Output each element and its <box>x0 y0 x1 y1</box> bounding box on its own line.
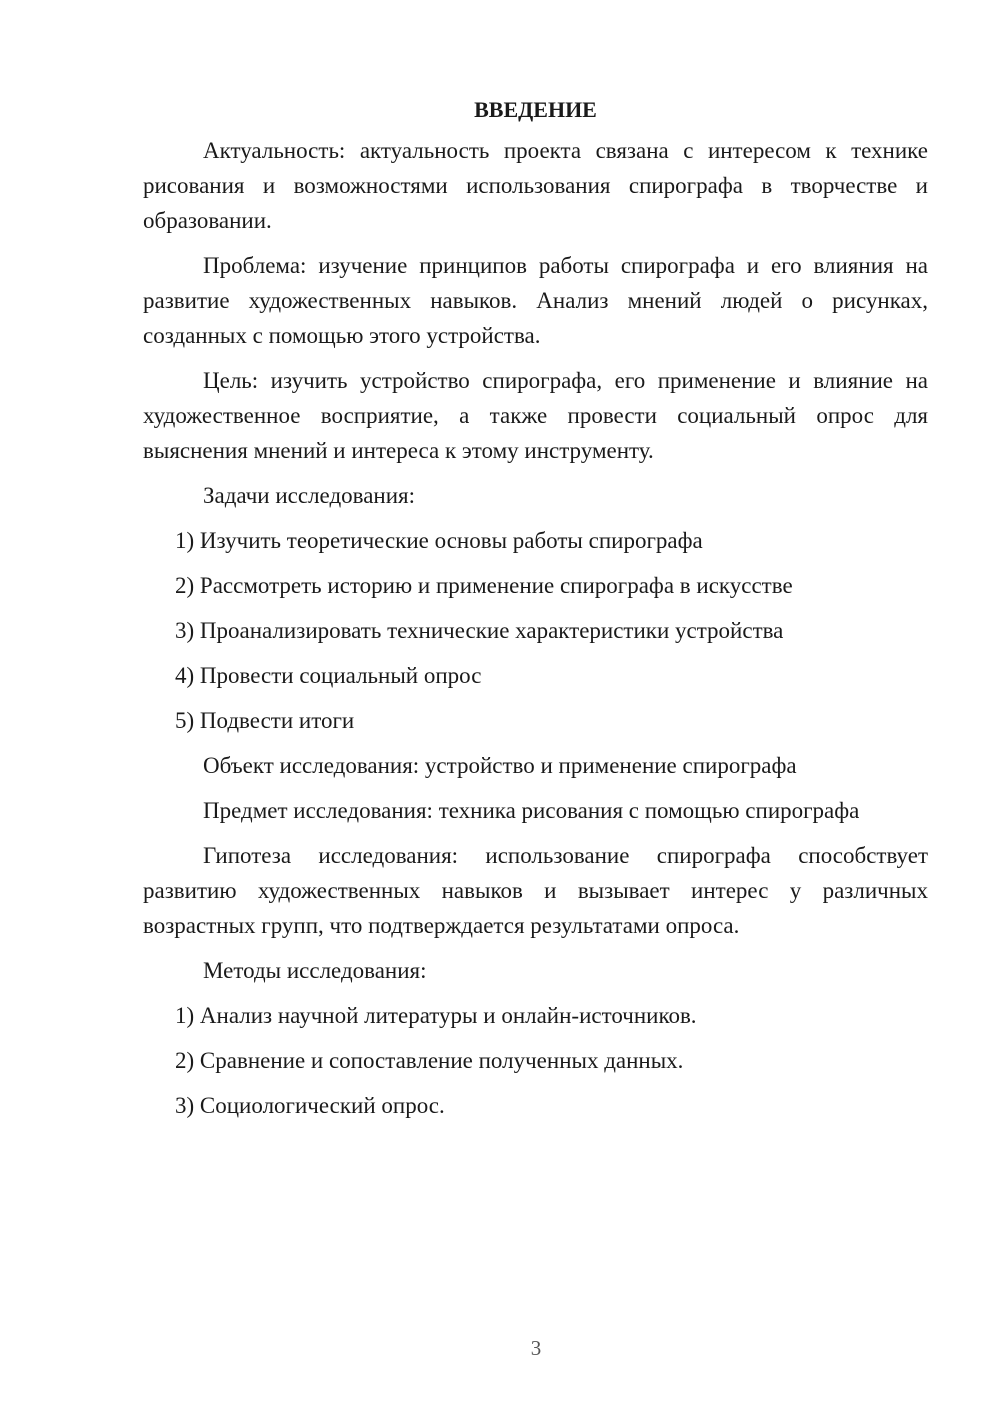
methods-heading: Методы исследования: <box>203 958 427 983</box>
section-title: ВВЕДЕНИЕ <box>474 97 597 122</box>
goal-paragraph: Цель: изучить устройство спирографа, его применение и влияние на художественное восприятие, а также провести социальный опрос для выяснения мнений и интереса к этому инструменту. <box>143 368 928 463</box>
relevance-paragraph: Актуальность: актуальность проекта связана с интересом к технике рисования и возможностями использования спирографа в творчестве и образовании. <box>143 138 928 233</box>
problem-paragraph: Проблема: изучение принципов работы спирографа и его влияния на развитие художественных навыков. Анализ мнений людей о рисунках, созданных с помощью этого устройства. <box>143 253 928 348</box>
page-content <box>143 92 928 1133</box>
object-paragraph: Объект исследования: устройство и применение спирографа <box>203 753 797 778</box>
list-item: 2) Сравнение и сопоставление полученных данных. <box>175 1048 684 1073</box>
list-item: 2) Рассмотреть историю и применение спирографа в искусстве <box>175 573 793 598</box>
subject-paragraph: Предмет исследования: техника рисования с помощью спирографа <box>203 798 860 823</box>
list-item: 1) Анализ научной литературы и онлайн-источников. <box>175 1003 697 1028</box>
page-number: 3 <box>530 1336 542 1360</box>
tasks-list <box>143 523 928 738</box>
list-item: 1) Изучить теоретические основы работы спирографа <box>175 528 703 553</box>
tasks-heading: Задачи исследования: <box>203 483 416 508</box>
hypothesis-paragraph: Гипотеза исследования: использование спирографа способствует развитию художественных навыков и вызывает интерес у различных возрастных групп, что подтверждается результатами опроса. <box>143 843 928 938</box>
list-item: 3) Проанализировать технические характеристики устройства <box>175 618 784 643</box>
list-item: 4) Провести социальный опрос <box>175 663 482 688</box>
list-item: 5) Подвести итоги <box>175 708 355 733</box>
methods-list <box>143 998 928 1123</box>
list-item: 3) Социологический опрос. <box>175 1093 445 1118</box>
